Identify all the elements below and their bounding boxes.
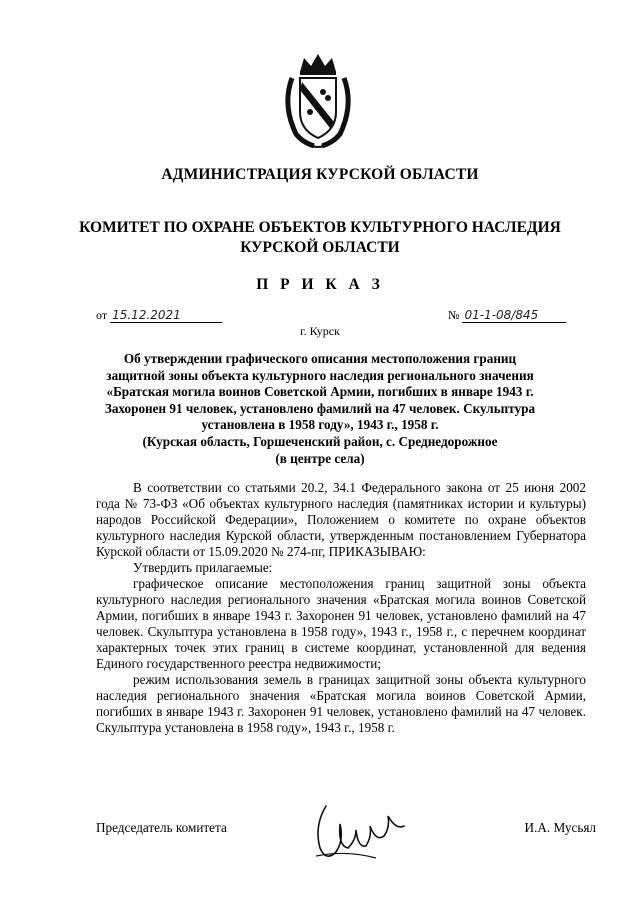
body-paragraph-3: графическое описание местоположения границ защитной зоны объекта культурного наследия регионального значения «Братская могила воинов Советской Армии, погибших в январе 1943 г. Захоронен 91 человек, установлено фамилий на 47 человек. Скульптура установлена в 1958 году», 1943 г., 1958 г., с перечнем координат характерных точек этих границ в системе координат, установленной для ведения Единого государственного реестра недвижимости; [96,576,586,671]
heading-line-7: (в центре села) [275,450,365,466]
order-heading [90,351,550,467]
body-paragraph-1: В соответствии со статьями 20.2, 34.1 Федерального закона от 25 июня 2002 года № 73-ФЗ «Об объектах культурного наследия (памятниках истории и культуры) народов Российской Федерации», Положением о комитете по охране объектов культурного наследия Курской области, утвержденным постановлением Губернатора Курской области от 15.09.2020 № 274-пг, ПРИКАЗЫВАЮ: [96,480,586,559]
heading-line-5: установлена в 1958 году», 1943 г., 1958 г. [201,417,439,433]
order-number [448,308,566,323]
number-value: 01-1-08/845 [462,308,566,323]
coat-of-arms-icon [278,50,358,150]
committee-line-1: КОМИТЕТ ПО ОХРАНЕ ОБЪЕКТОВ КУЛЬТУРНОГО НАСЛЕДИЯ [79,219,561,236]
heading-line-3: «Братская могила воинов Советской Армии, погибших в январе 1943 г. [106,384,534,400]
committee-line-2: КУРСКОЙ ОБЛАСТИ [240,239,400,256]
signatory-name: И.А. Мусьял [524,820,596,835]
heading-line-1: Об утверждении графического описания местоположения границ [123,351,517,366]
number-prefix: № [448,308,460,322]
heading-line-4: Захоронен 91 человек, установлено фамилий на 47 человек. Скульптура [104,400,536,416]
city: г. Курск [300,324,340,338]
organization-title: АДМИНИСТРАЦИЯ КУРСКОЙ ОБЛАСТИ [161,166,479,183]
handwritten-signature-icon [306,796,416,866]
heading-line-2: защитной зоны объекта культурного наследия регионального значения [106,367,534,383]
order-body [96,480,586,736]
committee-title [0,218,640,258]
order-date [96,308,222,323]
date-prefix: от [96,308,108,322]
body-paragraph-4: режим использования земель в границах защитной зоны объекта культурного наследия регионального значения «Братская могила воинов Советской Армии, погибших в январе 1943 г. Захоронен 91 человек, установлено фамилий на 47 человек. Скульптура установлена в 1958 году», 1943 г., 1958 г. [96,672,586,735]
heading-line-6: (Курская область, Горшеченский район, с. Среднедорожное [142,433,498,449]
document-type: П Р И К А З [256,276,384,293]
body-paragraph-2: Утвердить прилагаемые: [133,560,273,575]
date-value: 15.12.2021 [110,308,222,323]
signatory-position: Председатель комитета [96,820,227,835]
